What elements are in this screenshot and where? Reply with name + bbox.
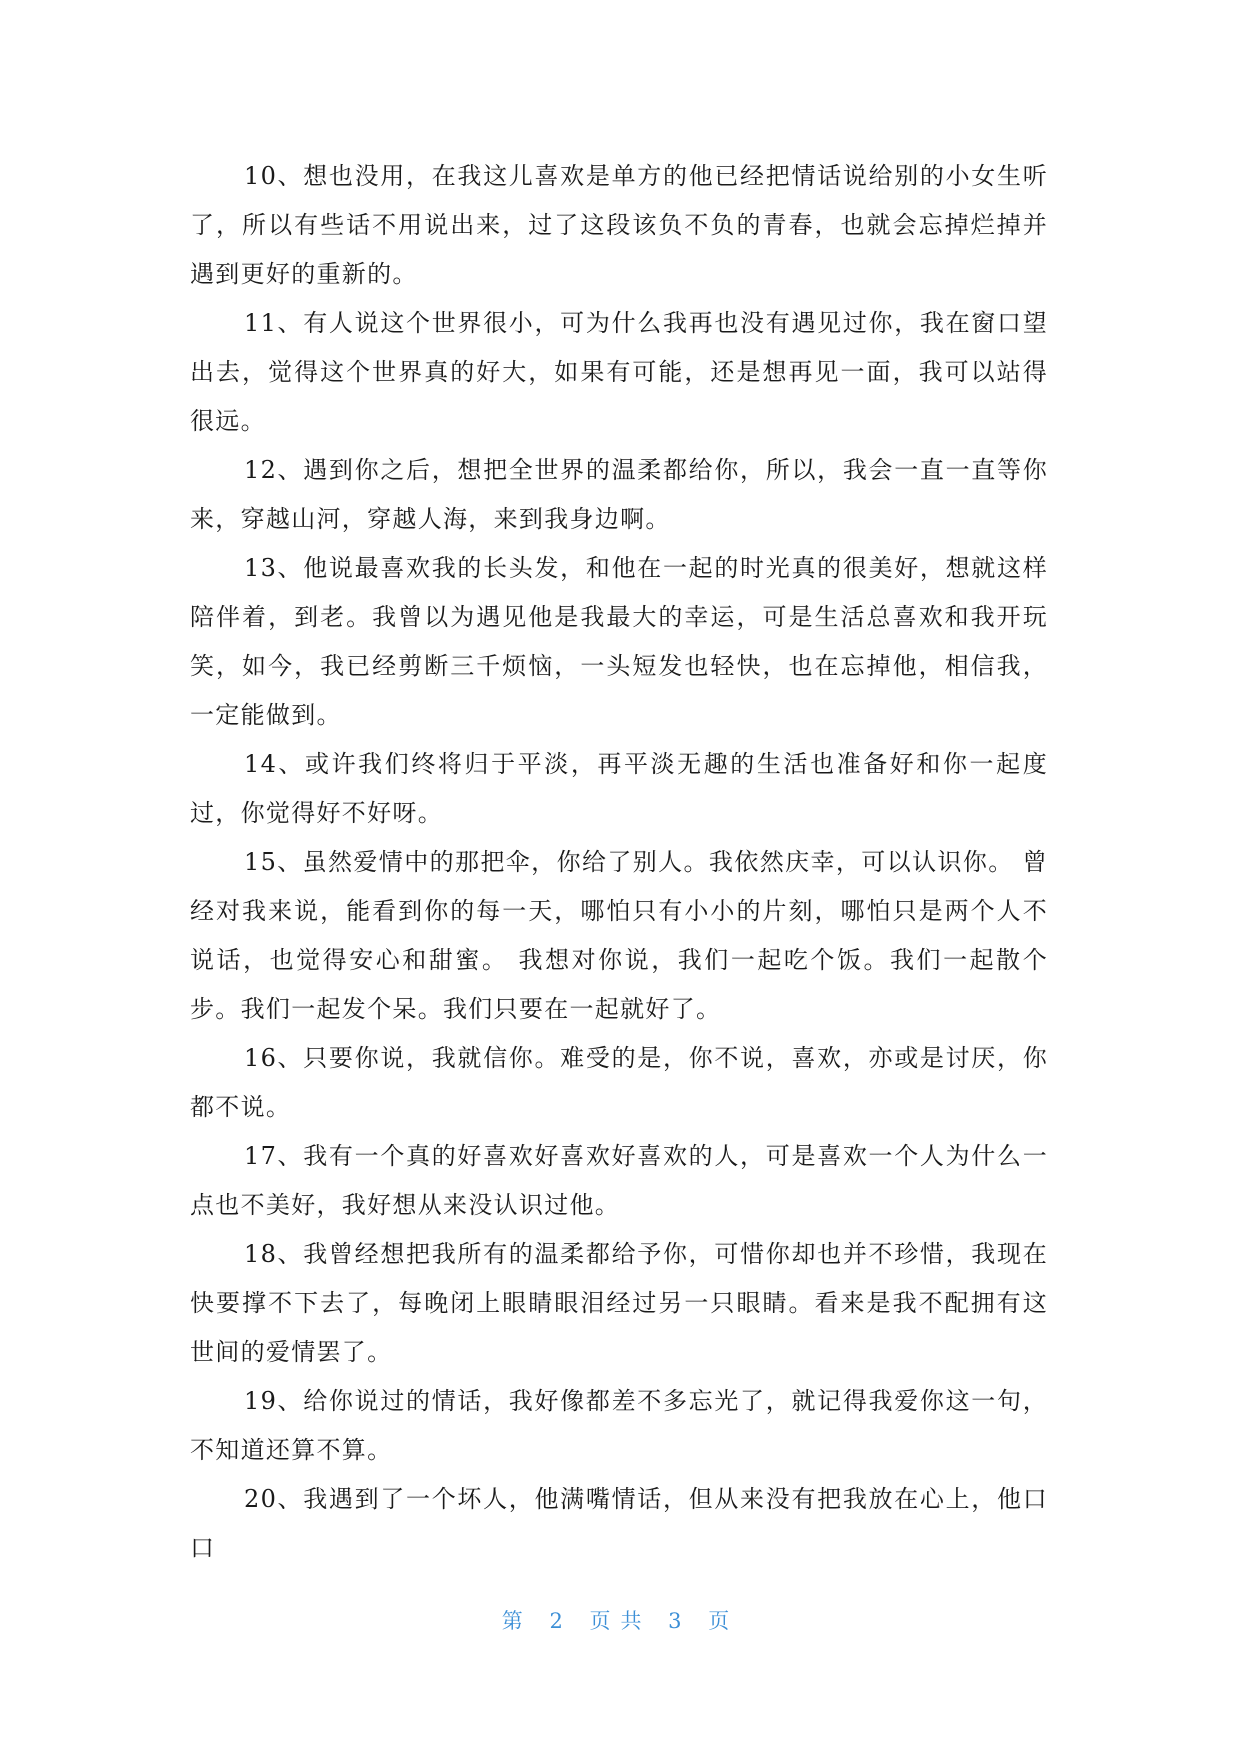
paragraph-18: 18、我曾经想把我所有的温柔都给予你，可惜你却也并不珍惜，我现在快要撑不下去了，每晚闭上眼睛眼泪经过另一只眼睛。看来是我不配拥有这世间的爱情罢了。	[190, 1240, 1048, 1366]
paragraph-12: 12、遇到你之后，想把全世界的温柔都给你，所以，我会一直一直等你来，穿越山河，穿越人海，来到我身边啊。	[190, 456, 1048, 533]
page-number-footer: 第 2 页共 3 页	[501, 1609, 740, 1633]
paragraph-14: 14、或许我们终将归于平淡，再平淡无趣的生活也准备好和你一起度过，你觉得好不好呀。	[190, 750, 1048, 827]
document-body	[190, 152, 1048, 1573]
paragraph-20: 20、我遇到了一个坏人，他满嘴情话，但从来没有把我放在心上，他口口	[190, 1485, 1048, 1562]
paragraph-15: 15、虽然爱情中的那把伞，你给了别人。我依然庆幸，可以认识你。 曾经对我来说，能看到你的每一天，哪怕只有小小的片刻，哪怕只是两个人不说话，也觉得安心和甜蜜。 我想对你说，我们一起吃个饭。我们一起散个步。我们一起发个呆。我们只要在一起就好了。	[190, 848, 1048, 1023]
paragraph-17: 17、我有一个真的好喜欢好喜欢好喜欢的人，可是喜欢一个人为什么一点也不美好，我好想从来没认识过他。	[190, 1142, 1048, 1219]
paragraph-16: 16、只要你说，我就信你。难受的是，你不说，喜欢，亦或是讨厌，你都不说。	[190, 1044, 1048, 1121]
paragraph-10: 10、想也没用，在我这儿喜欢是单方的他已经把情话说给别的小女生听了，所以有些话不用说出来，过了这段该负不负的青春，也就会忘掉烂掉并遇到更好的重新的。	[190, 162, 1048, 288]
paragraph-13: 13、他说最喜欢我的长头发，和他在一起的时光真的很美好，想就这样陪伴着，到老。我曾以为遇见他是我最大的幸运，可是生活总喜欢和我开玩笑，如今，我已经剪断三千烦恼，一头短发也轻快，也在忘掉他，相信我，一定能做到。	[190, 554, 1048, 729]
paragraph-11: 11、有人说这个世界很小，可为什么我再也没有遇见过你，我在窗口望出去，觉得这个世界真的好大，如果有可能，还是想再见一面，我可以站得很远。	[190, 309, 1048, 435]
paragraph-19: 19、给你说过的情话，我好像都差不多忘光了，就记得我爱你这一句，不知道还算不算。	[190, 1387, 1048, 1464]
